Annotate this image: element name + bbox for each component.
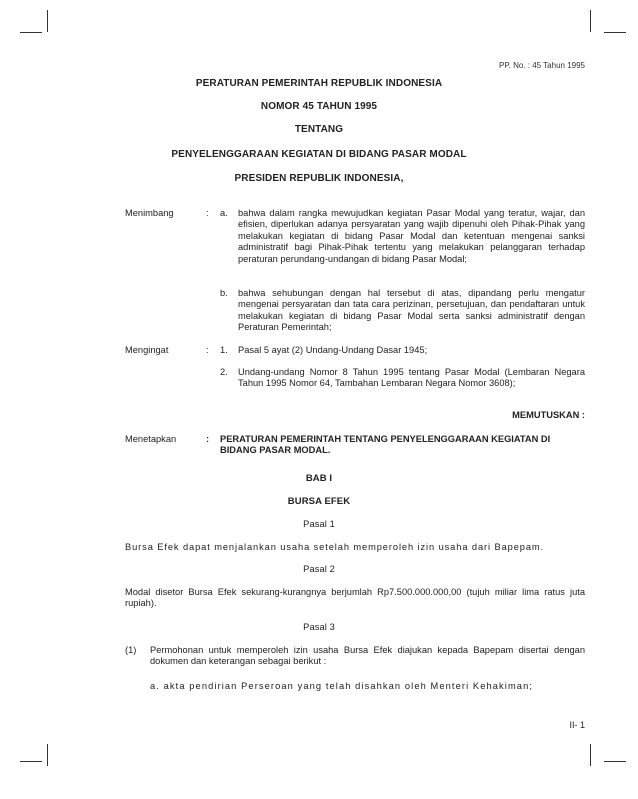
memutuskan-heading: MEMUTUSKAN : (512, 410, 585, 420)
item-number: b. (220, 288, 228, 298)
menetapkan-colon: : (206, 434, 210, 444)
crop-mark (604, 32, 626, 33)
crop-mark (604, 761, 626, 762)
item-text: bahwa dalam rangka mewujudkan kegiatan Pasar Modal yang teratur, wajar, dan efisien, diperlukan adanya persyaratan yang wajib dipenuhi oleh Pihak-Pihak yang melakukan kegiatan di bidang Pasar Modal dan ketentuan mengenai sanksi administratif bagi Pihak-Pihak tertentu yang melakukan pelanggaran terhadap peraturan perundang-undangan di bidang Pasar Modal; (238, 208, 585, 264)
pasal-3-heading: Pasal 3 (303, 622, 335, 632)
mengingat-label: Mengingat (125, 345, 169, 355)
item-text: Undang-undang Nomor 8 Tahun 1995 tentang Pasar Modal (Lembaran Negara Tahun 1995 Nomor 64, Tambahan Lembaran Negara Nomor 3608); (238, 367, 585, 389)
menetapkan-label: Menetapkan (125, 434, 177, 444)
title-line-3: TENTANG (294, 124, 344, 135)
item-text: bahwa sehubungan dengan hal tersebut di atas, dipandang perlu mengatur mengenai persyaratan dan tata cara perizinan, persetujuan, dan pendaftaran untuk melakukan kegiatan di bidang Pasar Modal serta sanksi administratif dengan Peraturan Pemerintah; (238, 288, 585, 333)
bab-title: BURSA EFEK (287, 496, 351, 507)
item-number: a. (220, 208, 228, 218)
pasal-1-heading: Pasal 1 (303, 519, 335, 529)
crop-mark (20, 761, 42, 762)
pasal-2-text: Modal disetor Bursa Efek sekurang-kurangnya berjumlah Rp7.500.000.000,00 (tujuh miliar lima ratus juta rupiah). (125, 587, 585, 609)
mengingat-item-2 (220, 367, 585, 390)
title-line-2: NOMOR 45 TAHUN 1995 (260, 101, 378, 112)
title-line-1: PERATURAN PEMERINTAH REPUBLIK INDONESIA (195, 78, 443, 89)
pasal-2-heading: Pasal 2 (303, 564, 335, 574)
item-number: 2. (220, 367, 228, 377)
pasal-3-paragraph-1 (125, 645, 585, 668)
item-text: Pasal 5 ayat (2) Undang-Undang Dasar 1945; (238, 345, 428, 355)
menetapkan-text: PERATURAN PEMERINTAH TENTANG PENYELENGGARAAN KEGIATAN DI BIDANG PASAR MODAL. (220, 434, 551, 456)
page-number: II- 1 (569, 720, 585, 730)
paragraph-text: Permohonan untuk memperoleh izin usaha Bursa Efek diajukan kepada Bapepam disertai dengan dokumen dan keterangan sebagai berikut : (150, 645, 585, 667)
menimbang-item-b (220, 288, 585, 334)
mengingat-item-1 (220, 345, 585, 356)
crop-mark (47, 10, 48, 32)
paragraph-number: (1) (125, 645, 137, 655)
crop-mark (590, 10, 591, 32)
mengingat-colon: : (206, 345, 209, 355)
menimbang-colon: : (206, 208, 209, 218)
crop-mark (20, 32, 42, 33)
pasal-3-item-a: a. akta pendirian Perseroan yang telah disahkan oleh Menteri Kehakiman; (150, 681, 534, 691)
title-line-5: PRESIDEN REPUBLIK INDONESIA, (234, 173, 404, 184)
pasal-1-text: Bursa Efek dapat menjalankan usaha setelah memperoleh izin usaha dari Bapepam. (125, 542, 545, 552)
crop-mark (590, 744, 591, 766)
document-reference: PP. No. : 45 Tahun 1995 (499, 61, 585, 70)
title-line-4: PENYELENGGARAAN KEGIATAN DI BIDANG PASAR MODAL (171, 149, 467, 160)
menimbang-item-a (220, 208, 585, 265)
menimbang-label: Menimbang (125, 208, 174, 218)
item-number: 1. (220, 345, 228, 355)
bab-number: BAB I (305, 473, 333, 484)
crop-mark (47, 744, 48, 766)
